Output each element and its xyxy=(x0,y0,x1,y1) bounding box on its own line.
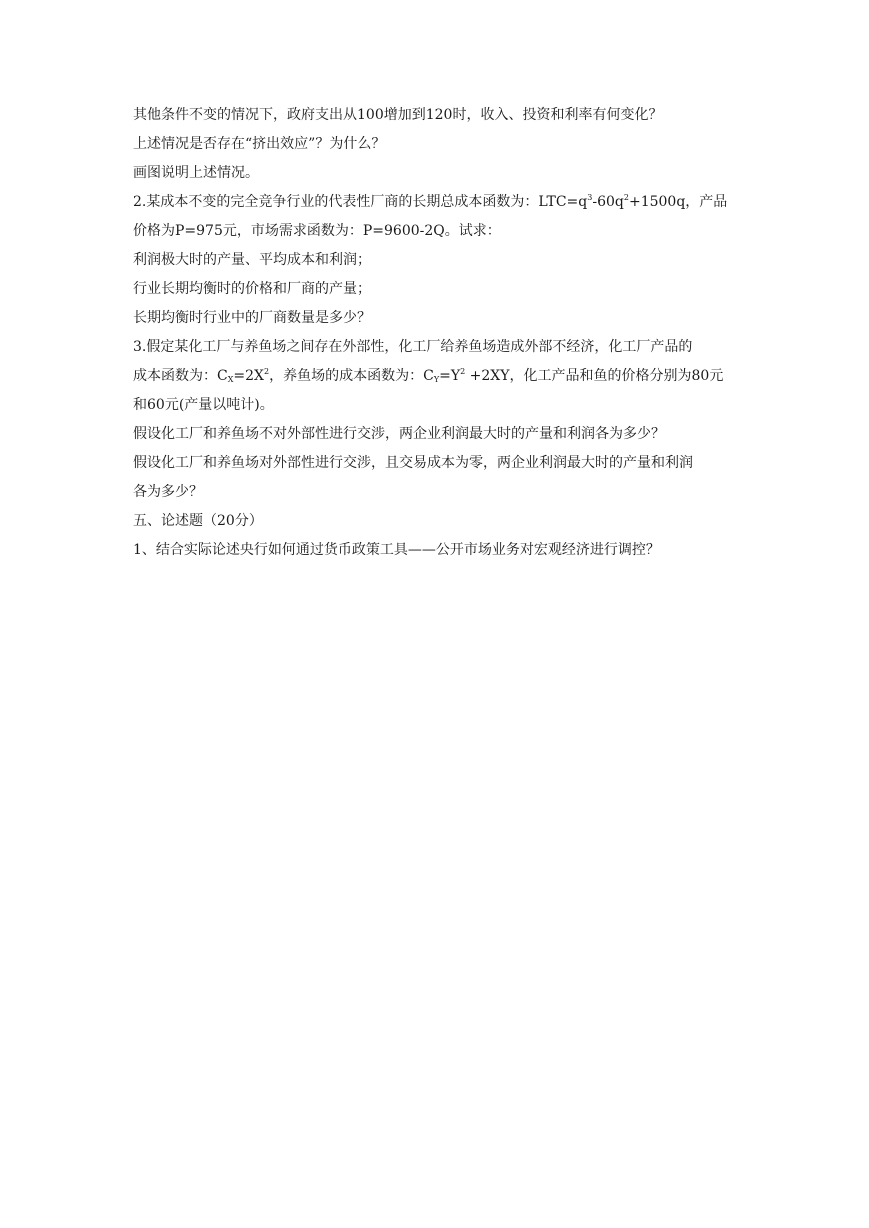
q2-stem-line2: 价格为P=975元，市场需求函数为：P=9600-2Q。试求： xyxy=(133,223,501,239)
q2-sub-a: 利润极大时的产量、平均成本和利润； xyxy=(133,252,371,268)
essay-question-1: 1、结合实际论述央行如何通过货币政策工具——公开市场业务对宏观经济进行调控？ xyxy=(133,542,660,558)
q2-stem-part2: -60q xyxy=(592,194,624,210)
q3-exponent-x: 2 xyxy=(264,367,270,376)
q3-text-b: =2X xyxy=(233,368,265,384)
q3-text-d: =Y xyxy=(439,368,461,384)
section-heading: 五、论述题（20分） xyxy=(133,513,263,529)
q3-stem-line2 xyxy=(133,362,743,391)
q2-stem-line1 xyxy=(133,188,743,217)
q3-exponent-y: 2 xyxy=(460,367,466,376)
q2-sub-c: 长期均衡时行业中的厂商数量是多少？ xyxy=(133,310,371,326)
q2-exponent-3: 3 xyxy=(587,193,593,202)
q3-sub-a: 假设化工厂和养鱼场不对外部性进行交涉，两企业利润最大时的产量和利润各为多少？ xyxy=(133,426,665,442)
q3-text-c: ，养鱼场的成本函数为：C xyxy=(269,368,434,384)
q3-sub-b-line2: 各为多少？ xyxy=(133,484,203,500)
q1-sub-c: 画图说明上述情况。 xyxy=(133,165,259,181)
q3-subscript-x: X xyxy=(227,375,234,384)
q2-stem-part3: +1500q，产品 xyxy=(628,194,728,210)
q3-subscript-y: Y xyxy=(433,375,440,384)
q1-sub-a: 其他条件不变的情况下，政府支出从100增加到120时，收入、投资和利率有何变化？ xyxy=(133,107,663,123)
q1-sub-b: 上述情况是否存在“挤出效应”？为什么？ xyxy=(133,136,386,152)
document-page xyxy=(133,101,743,565)
q3-stem-line1: 3.假定某化工厂与养鱼场之间存在外部性，化工厂给养鱼场造成外部不经济，化工厂产品的 xyxy=(133,339,693,355)
q3-stem-line3: 和60元(产量以吨计)。 xyxy=(133,397,274,413)
q3-text-e: +2XY，化工产品和鱼的价格分别为80元 xyxy=(465,368,724,384)
q3-text-a: 成本函数为：C xyxy=(133,368,228,384)
q2-stem-part1: 2.某成本不变的完全竞争行业的代表性厂商的长期总成本函数为：LTC=q xyxy=(133,194,588,210)
q2-exponent-2: 2 xyxy=(623,193,629,202)
q2-sub-b: 行业长期均衡时的价格和厂商的产量； xyxy=(133,281,371,297)
q3-sub-b-line1: 假设化工厂和养鱼场对外部性进行交涉，且交易成本为零，两企业利润最大时的产量和利润 xyxy=(133,455,693,471)
